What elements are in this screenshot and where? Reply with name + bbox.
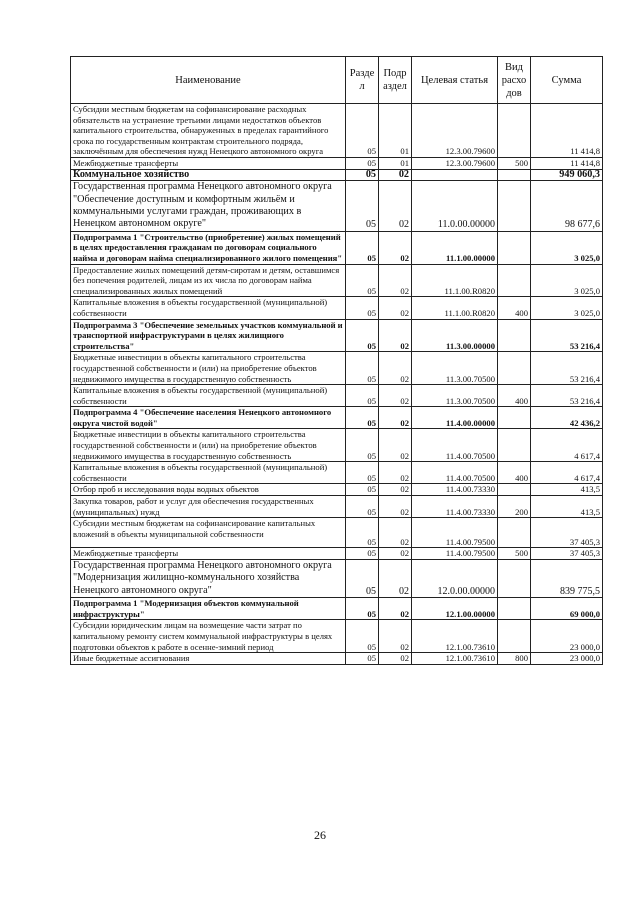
table-row — [71, 548, 603, 560]
cell-podrazdel: 02 — [379, 319, 412, 352]
cell-razdel: 05 — [346, 181, 379, 232]
cell-podrazdel: 02 — [379, 598, 412, 620]
table-header-row — [71, 57, 603, 104]
header-statya: Целевая статья — [412, 57, 498, 104]
cell-name: Подпрограмма 1 "Строительство (приобретение) жилых помещений в целях предоставления гражданам по договорам социального найма и договорам найма специализированного жилого помещения" — [71, 231, 346, 264]
cell-razdel: 05 — [346, 169, 379, 181]
cell-podrazdel: 02 — [379, 181, 412, 232]
table-row — [71, 385, 603, 407]
table-row — [71, 231, 603, 264]
cell-summa: 4 617,4 — [531, 462, 603, 484]
cell-summa: 3 025,0 — [531, 264, 603, 297]
cell-vid — [498, 104, 531, 158]
cell-summa: 11 414,8 — [531, 104, 603, 158]
cell-summa: 98 677,6 — [531, 181, 603, 232]
cell-vid: 800 — [498, 653, 531, 665]
cell-vid — [498, 560, 531, 598]
cell-name: Субсидии юридическим лицам на возмещение части затрат по капитальному ремонту систем коммунальной инфраструктуры в целях подготовки объектов к работе в осенне-зимний период — [71, 620, 346, 653]
cell-name: Отбор проб и исследования воды водных объектов — [71, 484, 346, 496]
cell-statya: 11.1.00.R0820 — [412, 297, 498, 319]
table-row — [71, 620, 603, 653]
table-row — [71, 518, 603, 548]
cell-summa: 42 436,2 — [531, 407, 603, 429]
cell-statya — [412, 169, 498, 181]
cell-name: Государственная программа Ненецкого автономного округа "Модернизация жилищно-коммунального хозяйства Ненецкого автономного округа" — [71, 560, 346, 598]
cell-name: Закупка товаров, работ и услуг для обеспечения государственных (муниципальных) нужд — [71, 496, 346, 518]
cell-summa: 53 216,4 — [531, 385, 603, 407]
cell-statya: 12.0.00.00000 — [412, 560, 498, 598]
cell-name: Подпрограмма 3 "Обеспечение земельных участков коммунальной и транспортной инфраструктурами в целях жилищного строительства" — [71, 319, 346, 352]
cell-podrazdel: 01 — [379, 157, 412, 169]
cell-name: Государственная программа Ненецкого автономного округа "Обеспечение доступным и комфортным жильём и коммунальными услугами граждан, проживающих в Ненецком автономном округе" — [71, 181, 346, 232]
cell-vid — [498, 231, 531, 264]
cell-vid: 500 — [498, 157, 531, 169]
cell-name: Подпрограмма 1 "Модернизация объектов коммунальной инфраструктуры" — [71, 598, 346, 620]
cell-statya: 12.3.00.79600 — [412, 157, 498, 169]
cell-summa: 3 025,0 — [531, 231, 603, 264]
cell-statya: 11.3.00.70500 — [412, 352, 498, 385]
table-row — [71, 319, 603, 352]
cell-razdel: 05 — [346, 157, 379, 169]
cell-podrazdel: 02 — [379, 560, 412, 598]
cell-razdel: 05 — [346, 264, 379, 297]
cell-statya: 12.1.00.00000 — [412, 598, 498, 620]
table-row — [71, 496, 603, 518]
cell-name: Подпрограмма 4 "Обеспечение населения Ненецкого автономного округа чистой водой" — [71, 407, 346, 429]
cell-statya: 11.1.00.00000 — [412, 231, 498, 264]
cell-vid — [498, 169, 531, 181]
cell-razdel: 05 — [346, 518, 379, 548]
cell-razdel: 05 — [346, 104, 379, 158]
cell-summa: 11 414,8 — [531, 157, 603, 169]
cell-razdel: 05 — [346, 462, 379, 484]
cell-summa: 949 060,3 — [531, 169, 603, 181]
cell-summa: 69 000,0 — [531, 598, 603, 620]
cell-vid — [498, 352, 531, 385]
cell-summa: 23 000,0 — [531, 653, 603, 665]
cell-vid: 500 — [498, 548, 531, 560]
cell-podrazdel: 02 — [379, 548, 412, 560]
table-row — [71, 297, 603, 319]
cell-razdel: 05 — [346, 407, 379, 429]
table-row — [71, 407, 603, 429]
cell-razdel: 05 — [346, 598, 379, 620]
cell-statya: 11.3.00.00000 — [412, 319, 498, 352]
cell-vid — [498, 484, 531, 496]
cell-razdel: 05 — [346, 560, 379, 598]
cell-vid — [498, 181, 531, 232]
cell-summa: 413,5 — [531, 484, 603, 496]
cell-podrazdel: 02 — [379, 264, 412, 297]
cell-razdel: 05 — [346, 653, 379, 665]
table-row — [71, 462, 603, 484]
cell-podrazdel: 02 — [379, 169, 412, 181]
cell-statya: 11.4.00.00000 — [412, 407, 498, 429]
cell-name: Капитальные вложения в объекты государственной (муниципальной) собственности — [71, 297, 346, 319]
cell-razdel: 05 — [346, 297, 379, 319]
cell-name: Межбюджетные трансферты — [71, 157, 346, 169]
cell-podrazdel: 02 — [379, 297, 412, 319]
table-row — [71, 157, 603, 169]
cell-name: Межбюджетные трансферты — [71, 548, 346, 560]
cell-summa: 839 775,5 — [531, 560, 603, 598]
cell-statya: 11.4.00.70500 — [412, 462, 498, 484]
cell-name: Коммунальное хозяйство — [71, 169, 346, 181]
cell-vid — [498, 319, 531, 352]
cell-summa: 23 000,0 — [531, 620, 603, 653]
table-row — [71, 484, 603, 496]
cell-summa: 4 617,4 — [531, 429, 603, 462]
cell-podrazdel: 02 — [379, 407, 412, 429]
cell-summa: 37 405,3 — [531, 548, 603, 560]
cell-podrazdel: 02 — [379, 653, 412, 665]
cell-summa: 3 025,0 — [531, 297, 603, 319]
cell-vid: 400 — [498, 297, 531, 319]
cell-razdel: 05 — [346, 484, 379, 496]
cell-podrazdel: 02 — [379, 462, 412, 484]
cell-razdel: 05 — [346, 319, 379, 352]
cell-vid — [498, 429, 531, 462]
cell-razdel: 05 — [346, 352, 379, 385]
page-number: 26 — [314, 828, 326, 842]
cell-summa: 413,5 — [531, 496, 603, 518]
cell-vid: 400 — [498, 385, 531, 407]
cell-summa: 53 216,4 — [531, 319, 603, 352]
cell-statya: 11.4.00.70500 — [412, 429, 498, 462]
cell-name: Субсидии местным бюджетам на софинансирование расходных обязательств на устранение третьими лицами недостатков объектов капитального строительства, обнаруженных в пределах гарантийного срока по государственным контрактам строительного подряда, заключённым для обеспечения нужд Ненецкого автономного округа — [71, 104, 346, 158]
cell-podrazdel: 01 — [379, 104, 412, 158]
cell-podrazdel: 02 — [379, 484, 412, 496]
cell-name: Капитальные вложения в объекты государственной (муниципальной) собственности — [71, 385, 346, 407]
cell-name: Капитальные вложения в объекты государственной (муниципальной) собственности — [71, 462, 346, 484]
cell-summa: 53 216,4 — [531, 352, 603, 385]
cell-statya: 11.4.00.79500 — [412, 548, 498, 560]
budget-table — [70, 56, 603, 665]
cell-podrazdel: 02 — [379, 496, 412, 518]
cell-name: Предоставление жилых помещений детям-сиротам и детям, оставшимся без попечения родителей, лицам из их числа по договорам найма специализированных жилых помещений — [71, 264, 346, 297]
cell-podrazdel: 02 — [379, 518, 412, 548]
table-row — [71, 352, 603, 385]
cell-statya: 12.1.00.73610 — [412, 653, 498, 665]
cell-statya: 12.3.00.79600 — [412, 104, 498, 158]
cell-name: Бюджетные инвестиции в объекты капитального строительства государственной собственности и (или) на приобретение объектов недвижимого имущества в государственную собственность — [71, 352, 346, 385]
cell-vid: 200 — [498, 496, 531, 518]
table-row — [71, 181, 603, 232]
cell-summa: 37 405,3 — [531, 518, 603, 548]
cell-vid — [498, 264, 531, 297]
cell-razdel: 05 — [346, 231, 379, 264]
cell-vid: 400 — [498, 462, 531, 484]
cell-razdel: 05 — [346, 548, 379, 560]
table-row — [71, 169, 603, 181]
header-podrazdel: Подр аздел — [379, 57, 412, 104]
cell-razdel: 05 — [346, 620, 379, 653]
table-body — [71, 104, 603, 665]
cell-podrazdel: 02 — [379, 352, 412, 385]
cell-statya: 11.4.00.73330 — [412, 484, 498, 496]
table-row — [71, 429, 603, 462]
cell-razdel: 05 — [346, 496, 379, 518]
header-vid: Вид расхо дов — [498, 57, 531, 104]
table-row — [71, 560, 603, 598]
cell-razdel: 05 — [346, 385, 379, 407]
cell-statya: 11.3.00.70500 — [412, 385, 498, 407]
table-row — [71, 598, 603, 620]
cell-vid — [498, 620, 531, 653]
cell-statya: 11.4.00.79500 — [412, 518, 498, 548]
cell-statya: 12.1.00.73610 — [412, 620, 498, 653]
header-summa: Сумма — [531, 57, 603, 104]
cell-vid — [498, 407, 531, 429]
table-row — [71, 104, 603, 158]
header-name: Наименование — [71, 57, 346, 104]
cell-name: Иные бюджетные ассигнования — [71, 653, 346, 665]
cell-statya: 11.0.00.00000 — [412, 181, 498, 232]
table-row — [71, 264, 603, 297]
cell-statya: 11.4.00.73330 — [412, 496, 498, 518]
table-row — [71, 653, 603, 665]
cell-name: Субсидии местным бюджетам на софинансирование капитальных вложений в объекты муниципальной собственности — [71, 518, 346, 548]
cell-podrazdel: 02 — [379, 231, 412, 264]
cell-razdel: 05 — [346, 429, 379, 462]
cell-vid — [498, 518, 531, 548]
cell-statya: 11.1.00.R0820 — [412, 264, 498, 297]
cell-vid — [498, 598, 531, 620]
cell-podrazdel: 02 — [379, 620, 412, 653]
cell-name: Бюджетные инвестиции в объекты капитального строительства государственной собственности и (или) на приобретение объектов недвижимого имущества в государственную собственность — [71, 429, 346, 462]
cell-podrazdel: 02 — [379, 429, 412, 462]
cell-podrazdel: 02 — [379, 385, 412, 407]
header-razdel: Разде л — [346, 57, 379, 104]
